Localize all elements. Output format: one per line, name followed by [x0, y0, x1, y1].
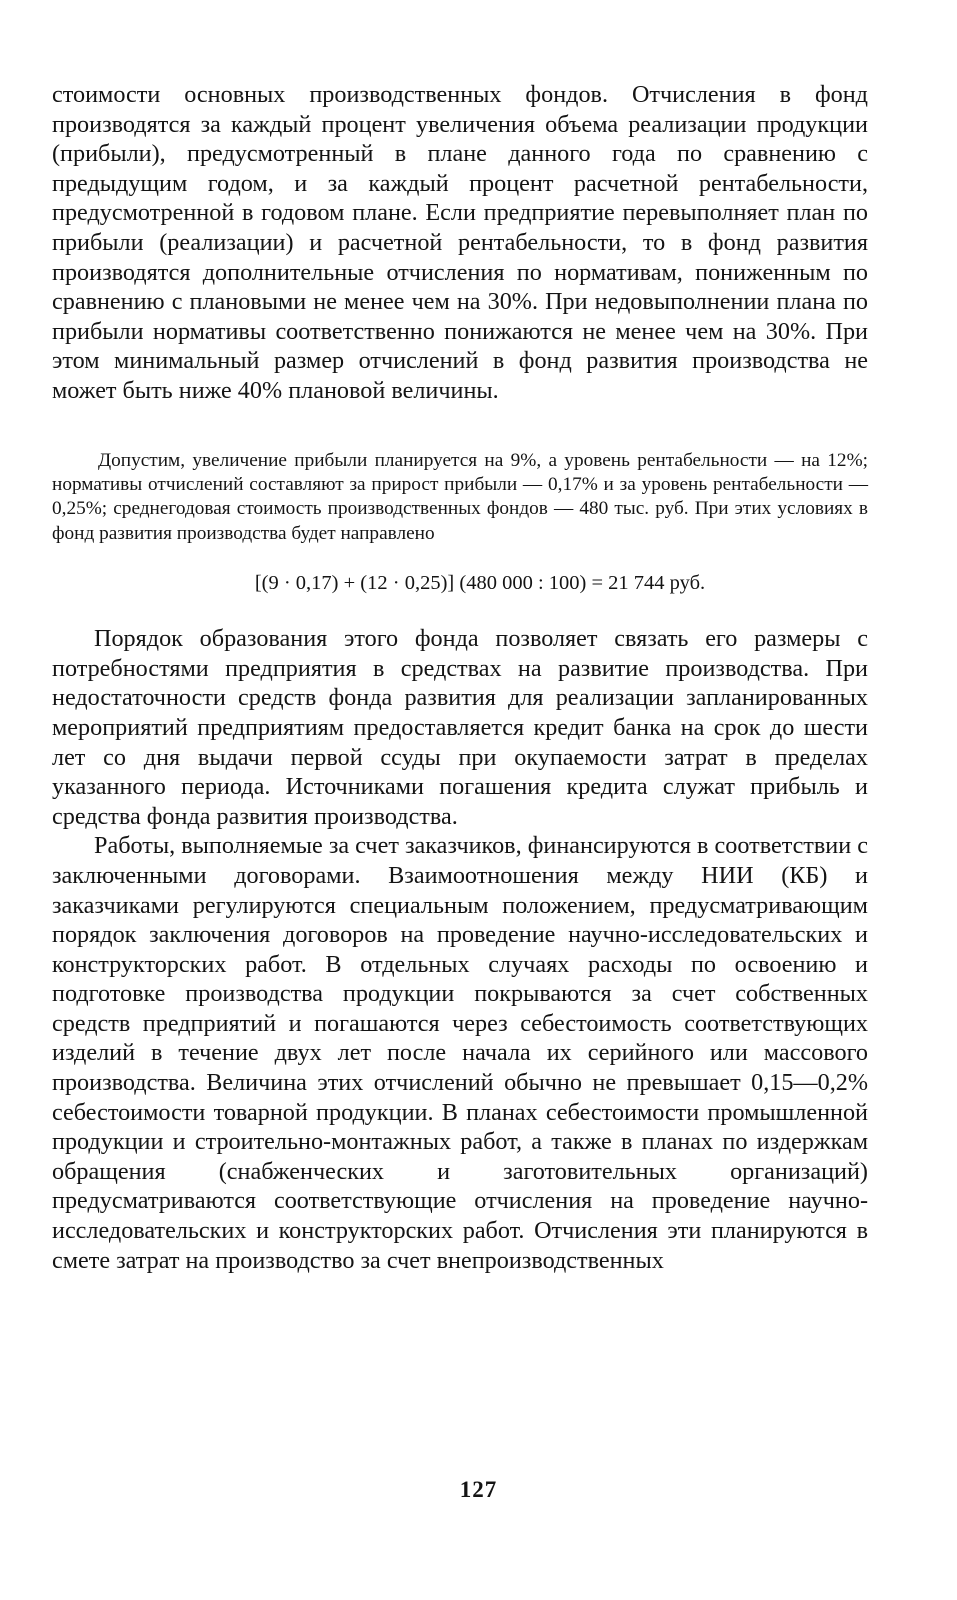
formula: [(9 · 0,17) + (12 · 0,25)] (480 000 : 100) = 21 744 руб. — [254, 572, 706, 595]
page-number: 127 — [459, 1477, 498, 1502]
paragraph-fund-purpose: Порядок образования этого фонда позволяет связать его размеры с потребностями предприятия в средствах на развитие производства. При недостаточности средств фонда развития для реализации запланированных мероприятий предприятиям предоставляется кредит банка на срок до шести лет со дня выдачи первой ссуды при окупаемости затрат в пределах указанного периода. Источниками погашения кредита служат прибыль и средства фонда развития производства. — [52, 625, 868, 830]
paragraph-fund-deductions: стоимости основных производственных фондов. Отчисления в фонд производятся за каждый процент увеличения объема реализации продукции (прибыли), предусмотренный в плане данного года по сравнению с предыдущим годом, и за каждый процент расчетной рентабельности, предусмотренной в годовом плане. Если предприятие перевыполняет план по прибыли (реализации) и расчетной рентабельности, то в фонд развития производятся дополнительные отчисления по нормативам, пониженным по сравнению с плановыми не менее чем на 30%. При недовыполнении плана по прибыли нормативы соответственно понижаются не менее чем на 30%. При этом минимальный размер отчислений в фонд развития производства не может быть ниже 40% плановой величины. — [52, 81, 868, 404]
example-calculation-text: Допустим, увеличение прибыли планируется на 9%, а уровень рентабельности — на 12%; нормативы отчислений составляют за прирост прибыли — 0,17% и за уровень рентабельности — 0,25%; среднегодовая стоимость производственных фондов — 480 тыс. руб. При этих условиях в фонд развития производства будет направлено — [52, 449, 868, 544]
paragraph-customer-works: Работы, выполняемые за счет заказчиков, финансируются в соответствии с заключенными договорами. Взаимоотношения между НИИ (КБ) и заказчиками регулируются специальным положением, предусматривающим порядок заключения договоров на проведение научно-исследовательских и конструкторских работ. В отдельных случаях расходы по освоению и подготовке производства продукции покрываются за счет собственных средств предприятий и погашаются через себестоимость соответствующих изделий в течение двух лет после начала их серийного или массового производства. Величина этих отчислений обычно не превышает 0,15—0,2% себестоимости товарной продукции. В планах себестоимости промышленной продукции и строительно-монтажных работ, а также в планах по издержкам обращения (снабженческих и заготовительных организаций) предусматриваются соответствующие отчисления на проведение научно-исследовательских и конструкторских работ. Отчисления эти планируются в смете затрат на производство за счет внепроизводственных — [52, 832, 868, 1274]
page-body — [52, 80, 868, 1275]
